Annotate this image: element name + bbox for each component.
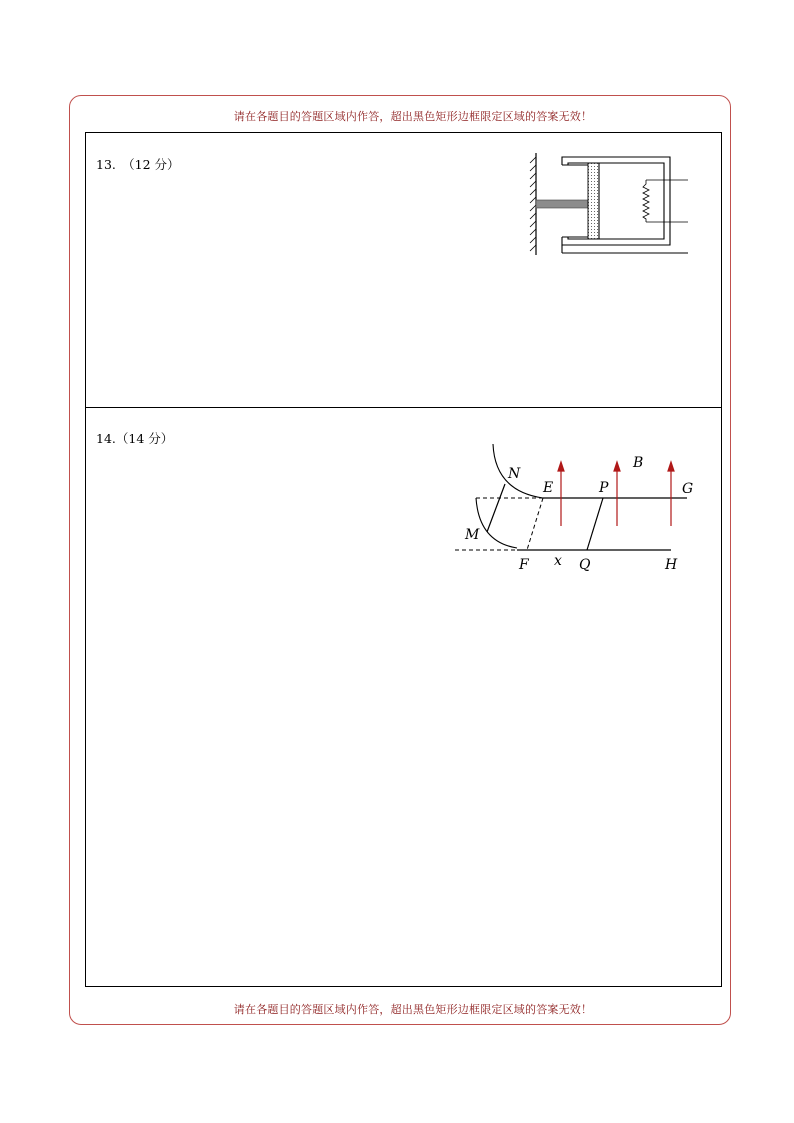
question-13-answer-area[interactable]	[85, 132, 722, 408]
magnetic-field-arrows	[558, 462, 674, 526]
top-notice: 请在各题目的答题区域内作答，超出黑色矩形边框限定区域的答案无效！	[233, 110, 593, 123]
label-G: G	[682, 481, 694, 497]
label-E: E	[543, 480, 554, 496]
piston	[588, 163, 599, 239]
label-H: H	[665, 557, 678, 573]
label-N: N	[508, 466, 521, 482]
label-Q: Q	[579, 557, 591, 573]
wall	[530, 153, 536, 255]
question-14-figure	[451, 436, 701, 581]
heating-resistor	[643, 180, 688, 222]
bottom-notice: 请在各题目的答题区域内作答，超出黑色矩形边框限定区域的答案无效！	[233, 1003, 593, 1016]
rod-MN	[487, 484, 505, 532]
piston-rod	[536, 200, 588, 208]
label-P: P	[599, 480, 609, 496]
label-M: M	[465, 527, 480, 543]
question-14-label: 14.（14 分）	[96, 431, 174, 446]
label-x: x	[554, 553, 562, 569]
question-14-answer-area[interactable]	[85, 407, 722, 987]
question-13-label: 13. （12 分）	[96, 157, 180, 172]
label-B: B	[633, 455, 644, 471]
label-F: F	[519, 557, 529, 573]
rod-PQ	[587, 498, 603, 550]
question-13-figure	[518, 147, 693, 259]
